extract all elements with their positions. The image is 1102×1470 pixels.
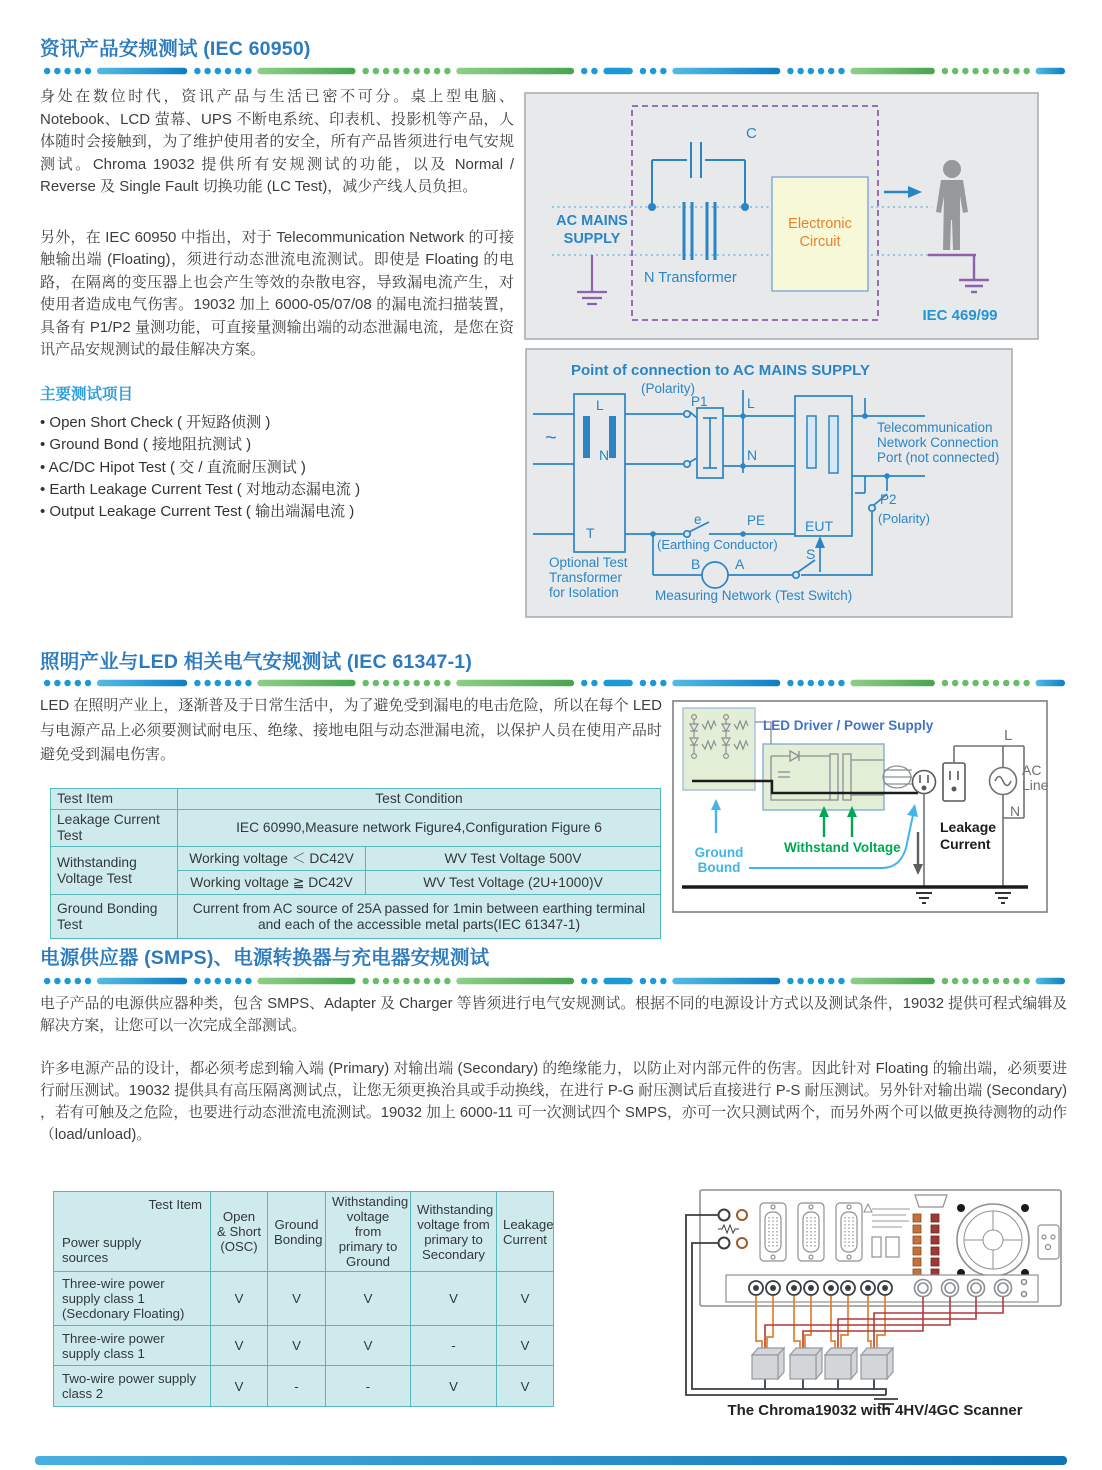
smps-test-table	[53, 1191, 554, 1407]
svg-text:Measuring Network (Test Switc: Measuring Network (Test Switch)	[655, 588, 853, 603]
instrument-caption: The Chroma19032 with 4HV/4GC Scanner	[727, 1402, 1023, 1419]
withstand-label: Withstand Voltage	[784, 840, 901, 855]
table-header-cell: Withstanding voltage from primary to Ground	[326, 1192, 411, 1272]
table-cell: V	[326, 1326, 411, 1366]
corner-label-bottom: Power supply sources	[62, 1235, 142, 1265]
ac-mains-label-2: SUPPLY	[563, 231, 621, 247]
svg-text:EUT: EUT	[805, 518, 833, 534]
svg-text:P2: P2	[880, 492, 897, 507]
ground-bound-label-2: Bound	[697, 860, 741, 875]
svg-text:B: B	[691, 556, 701, 572]
section2-title: 照明产业与LED 相关电气安规测试 (IEC 61347-1)	[40, 651, 473, 673]
table-cell: V	[497, 1326, 554, 1366]
table-cell: V	[411, 1272, 497, 1326]
svg-text:L: L	[596, 397, 604, 413]
table-corner-cell	[54, 1192, 211, 1272]
svg-text:(Polarity): (Polarity)	[878, 511, 931, 526]
leakage-label-2: Current	[940, 836, 991, 852]
table-cell: IEC 60990,Measure network Figure4,Configuration Figure 6	[178, 810, 661, 847]
ground-bound-label-1: Ground	[694, 845, 744, 860]
svg-text:A: A	[735, 556, 745, 572]
table-cell: Ground Bonding Test	[51, 895, 178, 939]
table-cell: Working voltage ≧ DC42V	[178, 871, 366, 895]
section2-divider	[40, 678, 1067, 688]
section3-paragraph-2: 许多电源产品的设计，都必须考虑到输入端 (Primary) 对输出端 (Secondary) 的绝缘能力，以防止对内部元件的伤害。因此针对 Floating 的输出端，必须要进行耐压测试。19032 提供具有高压隔离测试点，让您无须更换治具或手动换线，在进行 P-G 耐压测试后直接进行 P-S 耐压测试。另外针对输出端 (Secondary) ，若有可触及之危险，也要进行动态泄流电流测试。19032 加上 6000-11 可一次测试四个 SMPS，亦可一次只测试两个，而另外两个可以做更换待测物的动作（load/unload)。	[40, 1061, 1067, 1143]
dsub-connectors	[760, 1203, 862, 1261]
section1-title: 资讯产品安规测试 (IEC 60950)	[40, 38, 311, 60]
svg-text:PE: PE	[747, 513, 766, 528]
driver-label: LED Driver / Power Supply	[763, 718, 934, 733]
table-cell: Current from AC source of 25A passed for 1min between earthing terminal and each of the accessible metal parts(IEC 61347-1)	[178, 895, 661, 939]
dut-boxes	[752, 1348, 893, 1379]
table-row	[54, 1366, 554, 1407]
list-item: • Open Short Check ( 开短路侦测 )	[40, 412, 514, 434]
table-cell: -	[268, 1366, 326, 1407]
row-label: Three-wire power supply class 1	[54, 1326, 211, 1366]
table-header-cell: Withstanding voltage from primary to Secondary	[411, 1192, 497, 1272]
capacitor-label: C	[746, 125, 757, 142]
svg-text:Network Connection: Network Connection	[877, 435, 999, 450]
iec-469-label: IEC 469/99	[922, 307, 998, 324]
ac-line-label-1: AC	[1022, 762, 1042, 778]
row-label: Two-wire power supply class 2	[54, 1366, 211, 1407]
diagram-title: Point of connection to AC MAINS SUPPLY	[571, 362, 870, 379]
svg-text:Telecommunication: Telecommunication	[877, 420, 993, 435]
svg-text:for Isolation: for Isolation	[549, 585, 619, 600]
svg-text:Transformer: Transformer	[549, 570, 623, 585]
table-cell: V	[268, 1326, 326, 1366]
svg-text:(Earthing Conductor): (Earthing Conductor)	[657, 537, 778, 552]
section1-text-column	[40, 86, 514, 523]
list-item: • AC/DC Hipot Test ( 交 / 直流耐压测试 )	[40, 457, 514, 479]
table-header-cell: Leakage Current	[497, 1192, 554, 1272]
table-header-cell: Test Item	[51, 789, 178, 810]
list-item: • Ground Bond ( 接地阻抗测试 )	[40, 434, 514, 456]
ac-mains-label-1: AC MAINS	[556, 213, 628, 229]
led-test-table	[50, 788, 661, 939]
svg-text:Port (not connected): Port (not connected)	[877, 450, 1000, 465]
section3-title: 电源供应器 (SMPS)、电源转换器与充电器安规测试	[40, 947, 490, 969]
table-cell: V	[497, 1366, 554, 1407]
corner-label-top: Test Item	[148, 1197, 202, 1212]
section3-paragraph-1: 电子产品的电源供应器种类，包含 SMPS、Adapter 及 Charger 等皆须进行电气安规测试。根据不同的电源设计方式以及测试条件，19032 提供可程式编辑及解决方案，让您可以一次完成全部测试。	[40, 996, 1067, 1034]
led-driver-diagram	[672, 700, 1048, 913]
footer-bar	[35, 1456, 1067, 1465]
key-test-items-subhead: 主要测试项目	[40, 385, 134, 403]
leakage-label-1: Leakage	[940, 819, 997, 835]
table-cell: V	[211, 1326, 268, 1366]
iec-469-99-diagram	[524, 92, 1039, 340]
table-cell: V	[211, 1366, 268, 1407]
svg-text:S: S	[806, 546, 816, 562]
svg-text:N: N	[599, 447, 610, 463]
table-cell: V	[326, 1272, 411, 1326]
l-label: L	[1004, 727, 1013, 744]
table-cell: V	[268, 1272, 326, 1326]
table-cell: -	[411, 1326, 497, 1366]
svg-text:~: ~	[545, 427, 557, 449]
table-cell: WV Test Voltage (2U+1000)V	[366, 871, 661, 895]
section3-divider	[40, 976, 1067, 986]
table-cell: Withstanding Voltage Test	[51, 847, 178, 895]
section1-divider	[40, 66, 1067, 76]
mains-connection-diagram	[525, 348, 1013, 618]
table-cell: Leakage Current Test	[51, 810, 178, 847]
fan	[957, 1204, 1029, 1277]
table-header-cell: Ground Bonding	[268, 1192, 326, 1272]
ac-inlet	[1038, 1225, 1059, 1259]
svg-text:N: N	[747, 447, 758, 463]
table-cell: WV Test Voltage 500V	[366, 847, 661, 871]
table-cell: V	[411, 1366, 497, 1407]
svg-text:P1: P1	[691, 394, 708, 409]
svg-text:L: L	[747, 395, 755, 411]
table-row	[54, 1272, 554, 1326]
ac-line-label-2: Line	[1022, 777, 1048, 793]
electronic-circuit-label-2: Circuit	[799, 234, 841, 250]
electronic-circuit-label-1: Electronic	[788, 216, 852, 232]
section2-paragraph: LED 在照明产业上，逐渐普及于日常生活中，为了避免受到漏电的电击危险，所以在每个 LED 与电源产品上必须要测试耐电压、绝缘、接地电阻与动态泄漏电流，以保护人员在使用产品时避免受到漏电伤害。	[40, 697, 662, 763]
table-header-cell: Test Condition	[178, 789, 661, 810]
table-cell: V	[211, 1272, 268, 1326]
paragraph: 身处在数位时代，资讯产品与生活已密不可分。桌上型电脑、Notebook、LCD 萤幕、UPS 不断电系统、印表机、投影机等产品，人体随时会接触到，为了维护使用者的安全，所有产品皆须进行电气安规测试。Chroma 19032 提供所有安规测试的功能，以及 Normal / Reverse 及 Single Fault 切换功能 (LC Test)，减少产线人员负担。	[40, 88, 514, 195]
n-transformer-label: N Transformer	[644, 270, 737, 286]
polarity-label-1: (Polarity)	[641, 381, 696, 396]
table-cell: V	[497, 1272, 554, 1326]
row-label: Three-wire power supply class 1 (Secdonary Floating)	[54, 1272, 211, 1326]
table-cell: -	[326, 1366, 411, 1407]
table-cell: Working voltage ＜ DC42V	[178, 847, 366, 871]
svg-text:T: T	[586, 525, 595, 541]
svg-text:Optional Test: Optional Test	[549, 555, 628, 570]
list-item: • Earth Leakage Current Test ( 对地动态漏电流 )	[40, 479, 514, 501]
chroma-19032-rear-panel-illustration	[672, 1185, 1078, 1417]
table-row	[54, 1326, 554, 1366]
list-item: • Output Leakage Current Test ( 输出端漏电流 )	[40, 501, 514, 523]
svg-text:e: e	[694, 512, 702, 527]
paragraph: 另外，在 IEC 60950 中指出，对于 Telecommunication Network 的可接触输出端 (Floating)，须进行动态泄流电流测试。即使是 Floating 的电路，在隔离的变压器上也会产生等效的杂散电容，导致漏电流产生，对使用者造成电气伤害。19032 加上 6000-05/07/08 的漏电流扫描装置，具备有 P1/P2 量测功能，可直接量测输出端的动态泄漏电流，是您在资讯产品安规测试的最佳解决方案。	[40, 228, 514, 358]
n-label: N	[1010, 803, 1021, 819]
table-header-cell: Open & Short (OSC)	[211, 1192, 268, 1272]
